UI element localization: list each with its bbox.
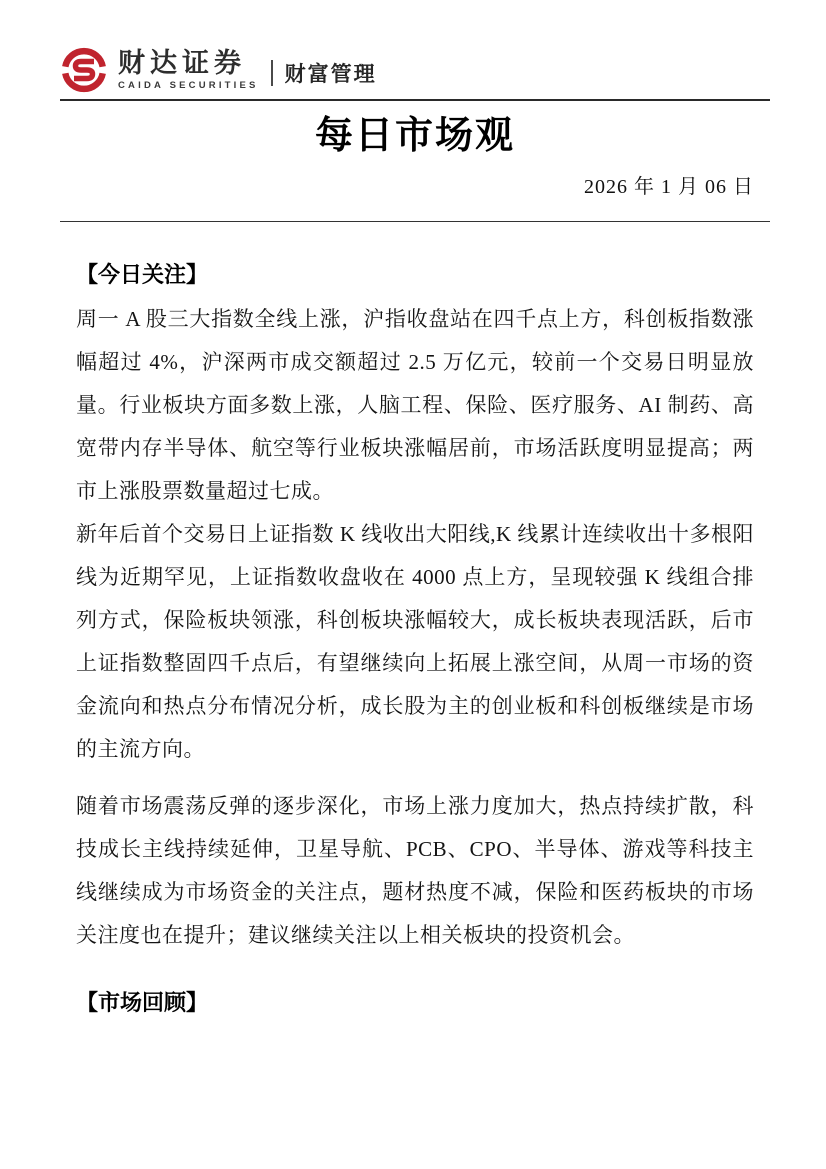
paragraph-sector-outlook: 随着市场震荡反弹的逐步深化，市场上涨力度加大，热点持续扩散，科技成长主线持续延伸，卫星导航、PCB、CPO、半导体、游戏等科技主线继续成为市场资金的关注点，题材热度不减，保险和医药板块的市场关注度也在提升；建议继续关注以上相关板块的投资机会。	[76, 794, 754, 947]
document-body	[76, 262, 754, 1016]
section-heading-market-review: 【市场回顾】	[76, 990, 209, 1015]
section-today-focus	[76, 262, 754, 957]
date-rule	[60, 221, 770, 222]
document-date: 2026 年 1 月 06 日	[584, 176, 754, 198]
brand-name-cn: 财达证券	[118, 47, 246, 78]
brand-name-en: CAIDA SECURITIES	[118, 79, 259, 91]
paragraph-group	[76, 298, 754, 957]
document-title: 每日市场观	[314, 115, 515, 157]
paragraph-market-summary: 周一 A 股三大指数全线上涨，沪指收盘站在四千点上方，科创板指数涨幅超过 4%，沪深两市成交额超过 2.5 万亿元，较前一个交易日明显放量。行业板块方面多数上涨，人脑工程、保险、医疗服务、AI 制药、高宽带内存半导体、航空等行业板块涨幅居前，市场活跃度明显提高；两市上涨股票数量超过七成。	[76, 307, 754, 503]
header-rule	[60, 99, 770, 101]
caida-securities-logo-icon	[60, 46, 108, 94]
brand-text-block	[118, 47, 259, 91]
section-heading-today-focus: 【今日关注】	[76, 262, 209, 287]
document-header	[60, 44, 770, 96]
division-label: 财富管理	[284, 63, 377, 86]
section-market-review	[76, 990, 754, 1016]
logo-divider	[271, 60, 273, 86]
paragraph-index-analysis: 新年后首个交易日上证指数 K 线收出大阳线,K 线累计连续收出十多根阳线为近期罕见，上证指数收盘收在 4000 点上方，呈现较强 K 线组合排列方式，保险板块领涨，科创板块涨幅较大，成长板块表现活跃，后市上证指数整固四千点后，有望继续向上拓展上涨空间，从周一市场的资金流向和热点分布情况分析，成长股为主的创业板和科创板继续是市场的主流方向。	[76, 522, 754, 761]
